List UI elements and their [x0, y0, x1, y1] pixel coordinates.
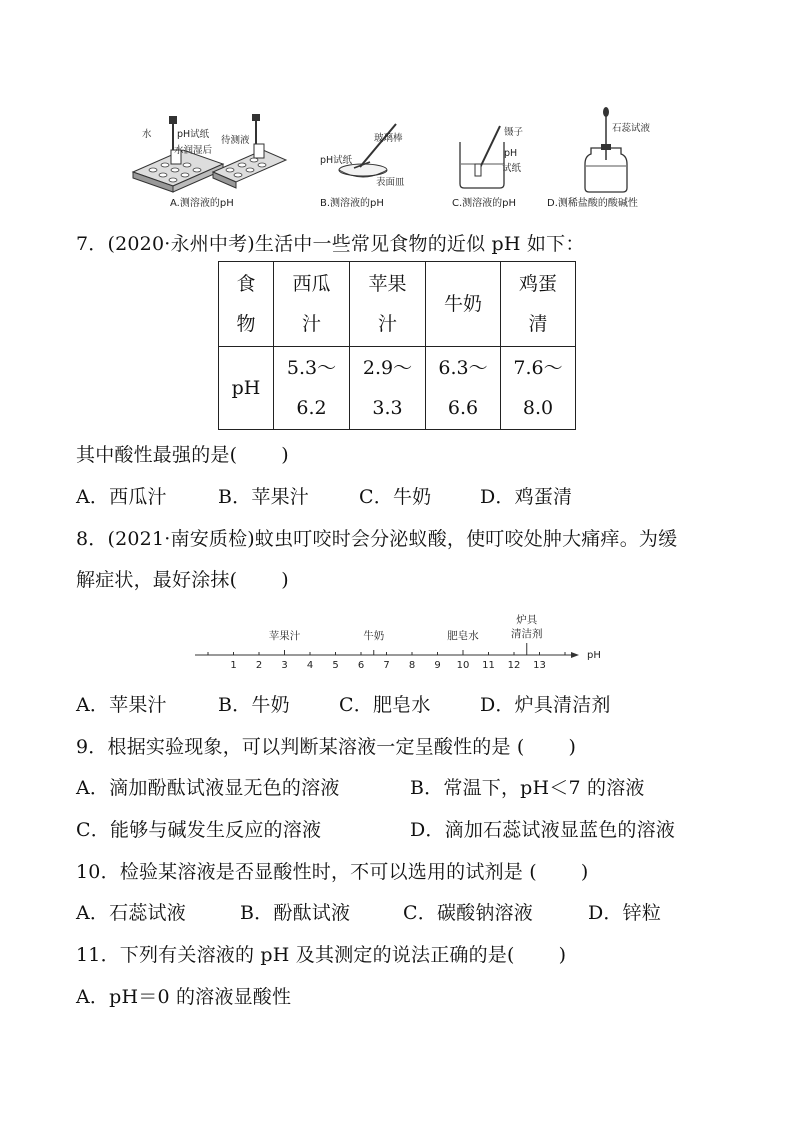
- ph-tick-label: 4: [306, 660, 314, 671]
- q11-option-a[interactable]: A．pH＝0 的溶液显酸性: [76, 986, 292, 1008]
- q7-option-a[interactable]: A．西瓜汁: [76, 486, 167, 508]
- figure-B-label-dish: 表面皿: [376, 177, 405, 188]
- q9-option-c[interactable]: C．能够与碱发生反应的溶液: [76, 819, 322, 841]
- ph-tick-label: 12: [507, 660, 521, 671]
- figure-C-label-paper: 试纸: [502, 163, 522, 174]
- q8-stem-line2: 解症状，最好涂抹( ): [76, 569, 289, 591]
- q9-option-d[interactable]: D．滴加石蕊试液显蓝色的溶液: [410, 819, 676, 841]
- figure-C-label-ph: pH: [504, 148, 518, 159]
- figure-D: [545, 104, 665, 207]
- ph-marker-label: 炉具: [516, 614, 538, 626]
- figure-B-caption: B.测溶液的pH: [320, 198, 384, 209]
- q7-question: 其中酸性最强的是( ): [76, 444, 289, 466]
- figure-D-label-litmus: 石蕊试液: [612, 123, 651, 134]
- table-cell: pH: [219, 347, 274, 430]
- q10-option-c[interactable]: C．碳酸钠溶液: [403, 902, 533, 924]
- ph-tick-label: 6: [357, 660, 365, 671]
- ph-marker-label: 肥皂水: [447, 630, 479, 642]
- ph-tick-label: 3: [281, 660, 288, 671]
- table-cell: 6.3～ 6.6: [426, 347, 501, 430]
- ph-marker-label: 苹果汁: [268, 630, 301, 642]
- ph-tick-label: 13: [533, 660, 546, 671]
- ph-axis-arrow: [571, 652, 579, 658]
- q8-stem-line1: 8．(2021·南安质检)蚊虫叮咬时会分泌蚁酸，使叮咬处肿大痛痒。为缓: [76, 528, 678, 550]
- figure-C-label-tweezers: 镊子: [504, 127, 524, 138]
- ph-axis-label: pH: [587, 650, 601, 661]
- table-cell: 食 物: [219, 262, 274, 347]
- ph-tick-label: 5: [332, 660, 339, 671]
- figure-B-label-paper: pH试纸: [320, 155, 353, 166]
- q7-stem: 7．(2020·永州中考)生活中一些常见食物的近似 pH 如下：: [76, 233, 585, 255]
- q8-option-b[interactable]: B．牛奶: [218, 694, 290, 716]
- q10-stem: 10．检验某溶液是否显酸性时，不可以选用的试剂是 ( ): [76, 861, 589, 883]
- q7-option-c[interactable]: C．牛奶: [359, 486, 432, 508]
- figure-A-caption: A.测溶液的pH: [170, 198, 234, 209]
- figure-D-caption: D.测稀盐酸的酸碱性: [547, 198, 638, 209]
- ph-marker-label: 清洁剂: [511, 628, 543, 640]
- table-row: [219, 262, 576, 347]
- ph-tick-label: 10: [456, 660, 470, 671]
- figure-A-label-paper: pH试纸: [177, 129, 210, 140]
- figure-B-label-rod: 玻璃棒: [374, 133, 403, 144]
- table-cell: 苹果 汁: [350, 262, 426, 347]
- ph-scale: [195, 610, 615, 670]
- figure-A-label-test: 待测液: [221, 135, 250, 146]
- ph-tick-label: 9: [434, 660, 441, 671]
- figure-A-label-water: 水: [142, 129, 152, 140]
- table-cell: 2.9～ 3.3: [350, 347, 426, 430]
- figure-C: [448, 112, 548, 207]
- ph-tick-label: 1: [230, 660, 237, 671]
- figure-C-drawing: [448, 112, 548, 207]
- q10-option-a[interactable]: A．石蕊试液: [76, 902, 186, 924]
- table-cell: 7.6～ 8.0: [501, 347, 576, 430]
- q11-stem: 11．下列有关溶液的 pH 及其测定的说法正确的是( ): [76, 944, 567, 966]
- table-cell: 牛奶: [426, 262, 501, 347]
- ph-tick-label: 11: [482, 660, 495, 671]
- q9-option-a[interactable]: A．滴加酚酞试液显无色的溶液: [76, 777, 340, 799]
- ph-tick-label: 8: [408, 660, 416, 671]
- q10-option-d[interactable]: D．锌粒: [588, 902, 662, 924]
- figure-C-caption: C.测溶液的pH: [452, 198, 517, 209]
- q9-stem: 9．根据实验现象，可以判断某溶液一定呈酸性的是 ( ): [76, 736, 577, 758]
- figure-B: [318, 112, 428, 207]
- q7-option-d[interactable]: D．鸡蛋清: [480, 486, 573, 508]
- table-cell: 鸡蛋 清: [501, 262, 576, 347]
- q8-option-d[interactable]: D．炉具清洁剂: [480, 694, 611, 716]
- q10-option-b[interactable]: B．酚酞试液: [240, 902, 351, 924]
- q9-option-b[interactable]: B．常温下，pH＜7 的溶液: [410, 777, 645, 799]
- figure-A-label-wet: 水润湿后: [174, 145, 213, 156]
- q7-option-b[interactable]: B．苹果汁: [218, 486, 309, 508]
- ph-tick-label: 2: [255, 660, 263, 671]
- table-cell: 西瓜 汁: [274, 262, 350, 347]
- ph-marker-label: 牛奶: [363, 630, 385, 642]
- table-row: [219, 347, 576, 430]
- figure-A: [128, 112, 288, 207]
- ph-tick-label: 7: [383, 660, 390, 671]
- q8-option-c[interactable]: C．肥皂水: [339, 694, 431, 716]
- table-cell: 5.3～ 6.2: [274, 347, 350, 430]
- q8-option-a[interactable]: A．苹果汁: [76, 694, 167, 716]
- ph-table: [218, 261, 576, 430]
